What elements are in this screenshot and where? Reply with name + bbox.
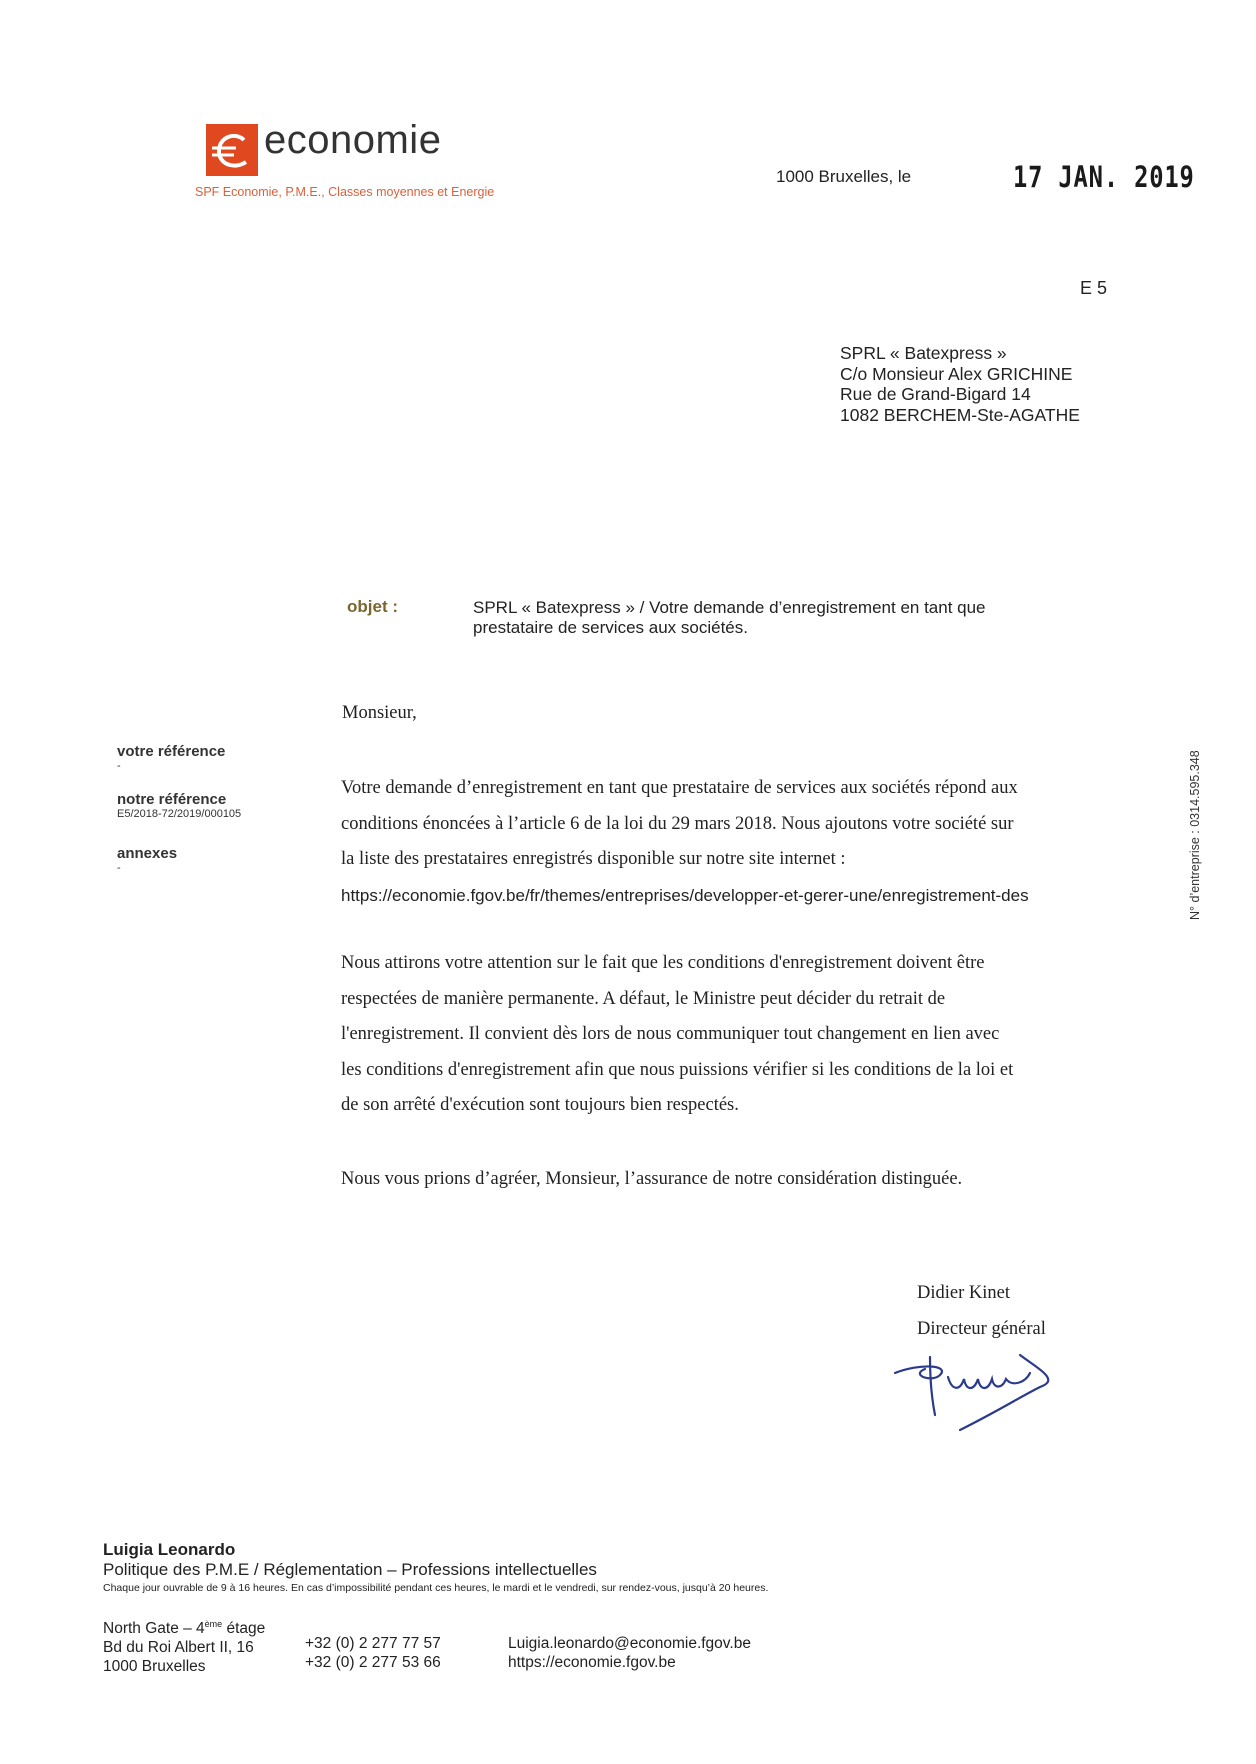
footer-phone-2: +32 (0) 2 277 53 66 <box>305 1654 441 1671</box>
enterprise-number <box>1188 720 1218 940</box>
footer-contact-name: Luigia Leonardo <box>103 1540 236 1559</box>
closing-paragraph <box>341 1162 1111 1198</box>
signatory-name: Didier Kinet <box>917 1283 1010 1303</box>
body-line: Nous attirons votre attention sur le fait que les conditions d'enregistrement doivent être <box>341 953 985 973</box>
body-line: les conditions d'enregistrement afin que nous puissions vérifier si les conditions de la loi et <box>341 1059 1014 1080</box>
footer-building <box>103 1615 265 1638</box>
footer-phone-1: +32 (0) 2 277 77 57 <box>305 1635 441 1652</box>
recipient-address <box>840 343 1080 425</box>
votre-reference <box>117 743 225 772</box>
annexes-value: - <box>117 862 121 874</box>
footer-street: Bd du Roi Albert II, 16 <box>103 1639 254 1657</box>
body-line: la liste des prestataires enregistrés disponible sur notre site internet : <box>341 849 846 869</box>
footer-email[interactable]: Luigia.leonardo@economie.fgov.be <box>508 1635 751 1652</box>
notre-reference <box>117 791 241 820</box>
closing-line: Nous vous prions d’agréer, Monsieur, l’assurance de notre considération distinguée. <box>341 1169 963 1189</box>
body-paragraph-1 <box>341 771 1111 913</box>
logo-wordmark: economie <box>264 118 442 162</box>
footer-city: 1000 Bruxelles <box>103 1658 206 1676</box>
footer-address <box>103 1615 265 1676</box>
salutation: Monsieur, <box>342 703 417 723</box>
notre-reference-value: E5/2018-72/2019/000105 <box>117 808 242 820</box>
footer-online <box>508 1634 751 1672</box>
annexes <box>117 845 177 874</box>
recipient-line: C/o Monsieur Alex GRICHINE <box>840 363 1073 384</box>
body-line: conditions énoncées à l’article 6 de la loi du 29 mars 2018. Nous ajoutons votre société sur <box>341 813 1014 834</box>
place-line: 1000 Bruxelles, le <box>776 167 912 186</box>
signature-icon <box>890 1335 1130 1445</box>
site-url[interactable]: https://economie.fgov.be/fr/themes/entreprises/developper-et-gerer-une/enregistrement-des <box>341 885 1029 905</box>
service-code: E 5 <box>1080 278 1108 298</box>
body-paragraph-2 <box>341 946 1111 1124</box>
body-line: de son arrêté d'exécution sont toujours bien respectés. <box>341 1095 739 1115</box>
footer-building-prefix: North Gate – 4 <box>103 1620 205 1638</box>
recipient-line: SPRL « Batexpress » <box>840 343 1007 363</box>
annexes-label: annexes <box>117 845 178 862</box>
footer-hours: Chaque jour ouvrable de 9 à 16 heures. En cas d’impossibilité pendant ces heures, le mardi et le vendredi, sur rendez-vous, jusqu’à 20 heures. <box>103 1582 769 1594</box>
economie-logo <box>206 124 258 176</box>
logo-subtitle: SPF Economie, P.M.E., Classes moyennes et Energie <box>195 185 495 199</box>
body-line: Votre demande d’enregistrement en tant que prestataire de services aux sociétés répond aux <box>341 778 1018 798</box>
enterprise-number-text: N° d’entreprise : 0314.595.348 <box>1188 750 1202 920</box>
footer-phones <box>305 1634 441 1672</box>
recipient-line: Rue de Grand-Bigard 14 <box>840 384 1031 404</box>
footer-department: Politique des P.M.E / Réglementation – Professions intellectuelles <box>103 1560 597 1579</box>
votre-reference-label: votre référence <box>117 743 226 760</box>
footer-building-sup: ème <box>204 1619 223 1629</box>
signatory-title: Directeur général <box>917 1319 1046 1339</box>
date-stamp: 17 JAN. 2019 <box>1013 160 1195 194</box>
notre-reference-label: notre référence <box>117 791 227 808</box>
recipient-line: 1082 BERCHEM-Ste-AGATHE <box>840 404 1080 425</box>
footer-building-suffix: étage <box>222 1620 266 1638</box>
body-line: l'enregistrement. Il convient dès lors de nous communiquer tout changement en lien avec <box>341 1024 1000 1044</box>
subject-label: objet : <box>347 597 398 616</box>
body-line: respectées de manière permanente. A défaut, le Ministre peut décider du retrait de <box>341 988 946 1009</box>
footer-website[interactable]: https://economie.fgov.be <box>508 1654 676 1671</box>
subject-text: SPRL « Batexpress » / Votre demande d’enregistrement en tant que prestataire de services aux sociétés. <box>473 598 986 637</box>
e-euro-icon <box>206 124 258 176</box>
votre-reference-value: - <box>117 760 121 772</box>
